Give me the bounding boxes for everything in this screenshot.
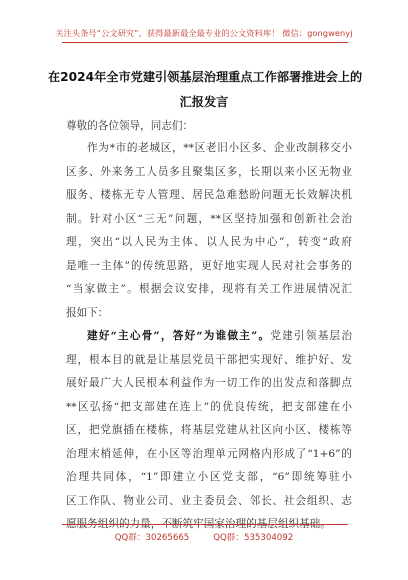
paragraph-1-line: 报如下： [66, 306, 109, 319]
paragraph-2-line: 理，根本目的就是让基层党员干部把实现好、维护好、发 [66, 353, 352, 366]
paragraph-1-line: 作为*市的老城区，**区老旧小区多、企业改制移交小 [87, 142, 352, 154]
paragraph-1-line: “当家做主”。根据会议安排，现将有关工作进展情况汇 [66, 283, 352, 295]
section-heading-line [66, 325, 352, 349]
document-title-line2: 汇报发言 [179, 95, 229, 109]
header-divider [62, 42, 348, 43]
footer-divider [62, 524, 348, 525]
paragraph-1-line: 制。针对小区“三无”问题，**区坚持加强和创新社会治 [66, 212, 352, 225]
paragraph-2-line: 愿服务组织的力量，不断筑牢国家治理的基层组织基础。 [66, 518, 331, 530]
paragraph-1-line: 理，突出“以人民为主体、以人民为中心”，转变“政府 [66, 236, 352, 248]
paragraph-1 [66, 137, 352, 325]
paragraph-2-line: **区弘扬“把支部建在连上”的优良传统，把支部建在小 [66, 400, 352, 413]
paragraph-1-line: 区多、外来务工人员多且聚集区多，长期以来小区无物业 [66, 165, 352, 178]
section-heading: 建好“主心骨”，答好“为谁做主”。 [87, 330, 271, 342]
header-banner: 关注头条号“公文研究”，获得最新最全最专业的公文资料库！ 微信：gongwenyj [55, 28, 353, 38]
paragraph-2-line: 区工作队、物业公司、业主委员会、邻长、社会组织、志 [66, 494, 352, 507]
paragraph-2-line: 展好最广大人民根本利益作为一切工作的出发点和落脚点 [66, 377, 352, 389]
footer-qq-group-2: QQ群：535304092 [213, 533, 294, 543]
paragraph-2-line: 治理共同体，“1”即建立小区党支部，“6”即统筹驻小 [66, 471, 352, 483]
paragraph-1-line: 服务、楼栋无专人管理、居民急难愁盼问题无长效解决机 [66, 189, 352, 201]
footer-qq-group-1: QQ群：30265665 [114, 533, 190, 543]
paragraph-1-line: 是唯一主体”的传统思路，更好地实现人民对社会事务的 [66, 259, 352, 272]
document-title-line1: 在2024年全市党建引领基层治理重点工作部署推进会上的 [48, 70, 363, 84]
paragraph-2 [66, 325, 352, 537]
paragraph-2-line: 治理末梢延伸，在小区等治理单元网格内形成了“1+6”的 [66, 447, 352, 460]
salutation: 尊敬的各位领导，同志们： [66, 120, 194, 132]
footer [0, 531, 408, 543]
section-heading-tail: 党建引领基层治 [270, 330, 352, 342]
paragraph-2-line: 区，把党旗插在楼栋，将基层党建从社区向小区、楼栋等 [66, 424, 352, 436]
